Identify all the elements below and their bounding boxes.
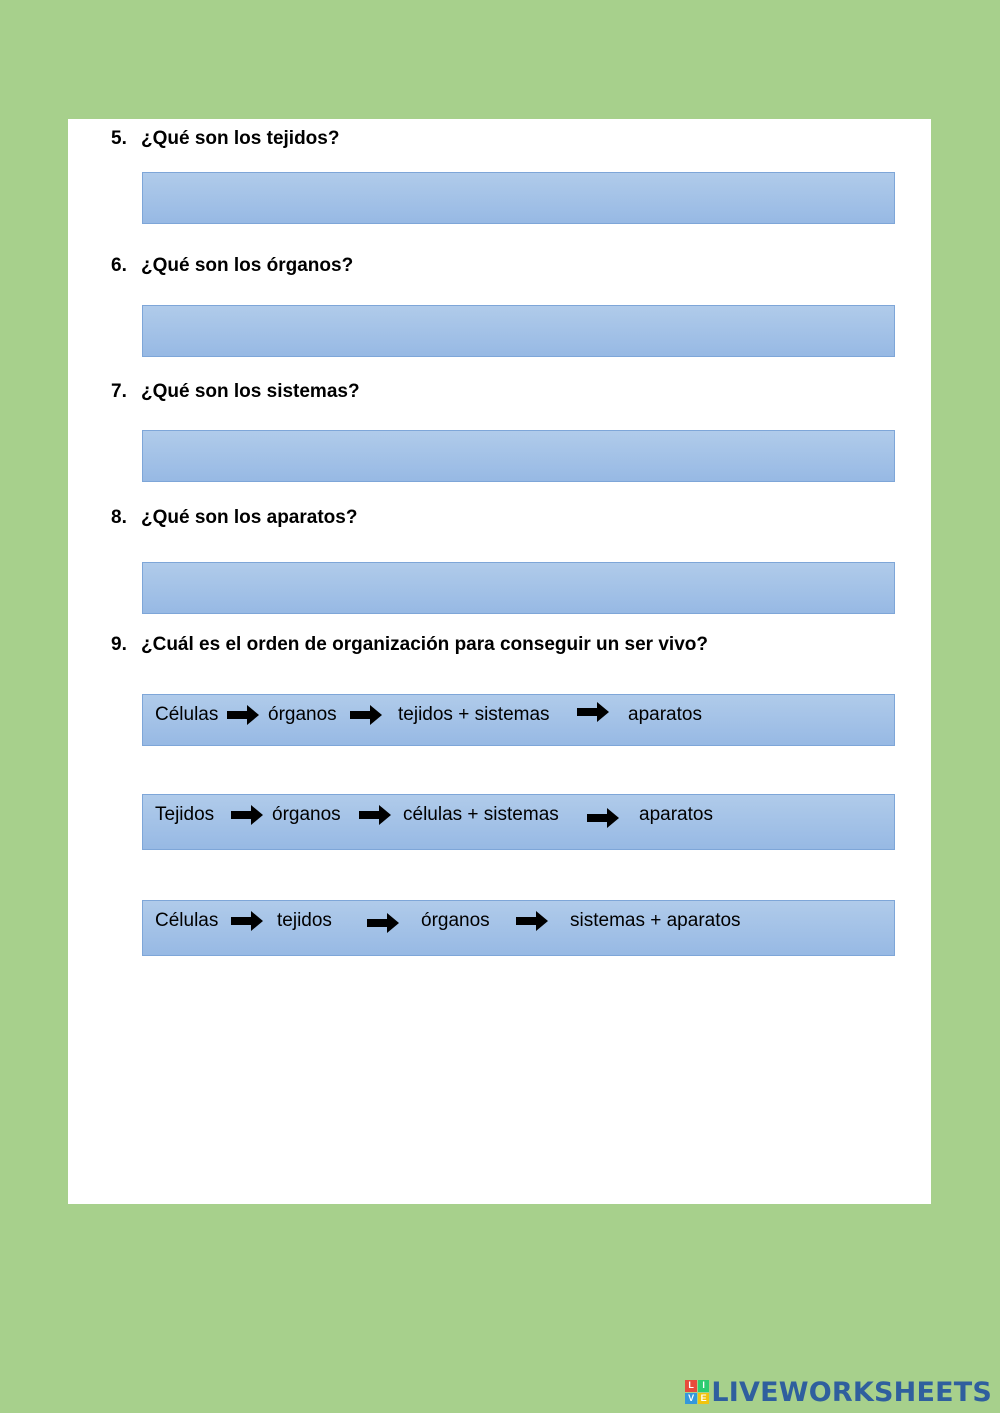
option-word: aparatos — [639, 804, 713, 825]
brand-name: LIVEWORKSHEETS — [711, 1376, 992, 1408]
answer-input-8[interactable] — [142, 562, 895, 614]
logo-letter: E — [698, 1393, 710, 1405]
option-word: órganos — [268, 704, 337, 725]
question-text: ¿Cuál es el orden de organización para conseguir un ser vivo? — [141, 634, 708, 655]
option-word: órganos — [272, 804, 341, 825]
question-7 — [111, 380, 360, 404]
question-number: 8. — [111, 507, 127, 528]
option-word: Tejidos — [155, 804, 215, 825]
question-number: 7. — [111, 381, 127, 402]
arrow-right-icon — [577, 702, 609, 722]
option-word: sistemas + aparatos — [570, 910, 741, 931]
arrow-right-icon — [516, 911, 548, 931]
question-text: ¿Qué son los órganos? — [141, 255, 354, 276]
option-1[interactable] — [142, 694, 895, 746]
question-text: ¿Qué son los sistemas? — [141, 381, 360, 402]
option-2[interactable] — [142, 794, 895, 850]
arrow-right-icon — [227, 705, 259, 725]
question-number: 5. — [111, 128, 127, 149]
logo-letter: I — [698, 1380, 710, 1392]
option-word: Células — [155, 704, 219, 725]
question-8 — [111, 506, 357, 530]
answer-input-6[interactable] — [142, 305, 895, 357]
worksheet-page — [68, 119, 931, 1204]
logo-letter: L — [685, 1380, 697, 1392]
arrow-right-icon — [587, 808, 619, 828]
option-word: tejidos + sistemas — [398, 704, 550, 725]
question-text: ¿Qué son los aparatos? — [141, 507, 358, 528]
option-word: células + sistemas — [403, 804, 559, 825]
option-word: aparatos — [628, 704, 702, 725]
answer-input-7[interactable] — [142, 430, 895, 482]
option-3[interactable] — [142, 900, 895, 956]
option-word: Células — [155, 910, 219, 931]
question-number: 6. — [111, 255, 127, 276]
question-5 — [111, 127, 339, 151]
question-6 — [111, 254, 353, 278]
arrow-right-icon — [231, 911, 263, 931]
option-word: tejidos — [277, 910, 332, 931]
logo-letter: V — [685, 1393, 697, 1405]
arrow-right-icon — [367, 913, 399, 933]
liveworksheets-brand[interactable] — [685, 1375, 992, 1409]
liveworksheets-logo-icon — [685, 1380, 709, 1404]
question-text: ¿Qué son los tejidos? — [141, 128, 340, 149]
question-9 — [111, 633, 708, 657]
arrow-right-icon — [359, 805, 391, 825]
option-word: órganos — [421, 910, 490, 931]
question-number: 9. — [111, 634, 127, 655]
answer-input-5[interactable] — [142, 172, 895, 224]
arrow-right-icon — [350, 705, 382, 725]
arrow-right-icon — [231, 805, 263, 825]
